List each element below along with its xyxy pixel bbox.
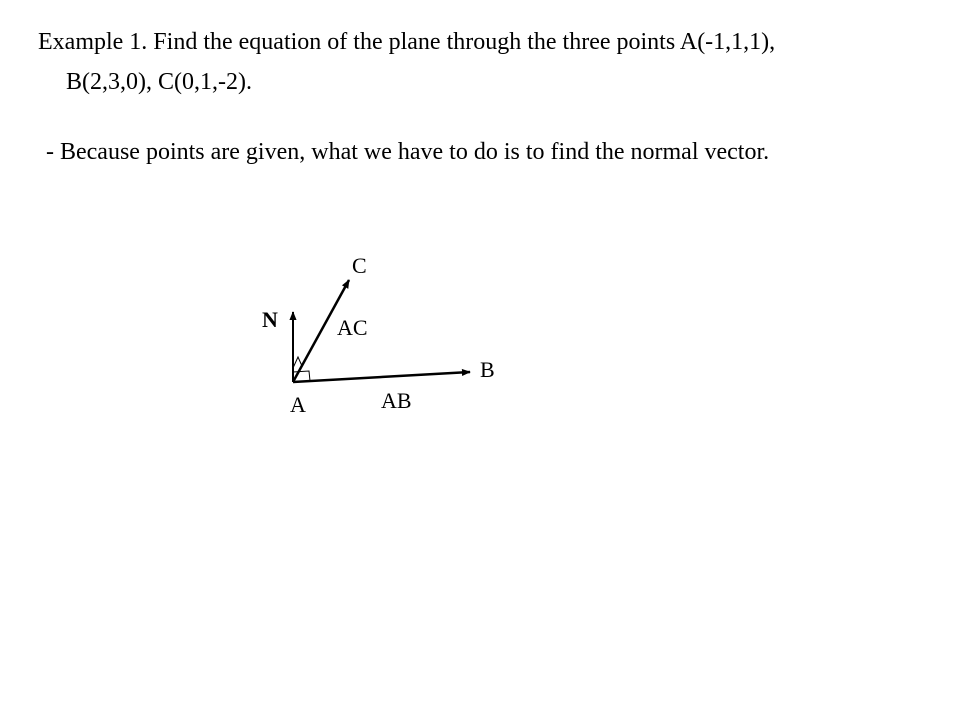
vector-ab-arrow <box>293 372 470 382</box>
label-ac: AC <box>337 315 368 340</box>
label-ab: AB <box>381 388 412 413</box>
normal-vector-note: - Because points are given, what we have to do is to find the normal vector. <box>46 139 770 165</box>
example-statement-line-2: B(2,3,0), C(0,1,-2). <box>66 69 252 95</box>
label-a: A <box>290 392 306 417</box>
label-c: C <box>352 253 367 278</box>
label-b: B <box>480 357 495 382</box>
label-n: N <box>262 307 278 332</box>
example-statement-line-1: Example 1. Find the equation of the plane through the three points A(-1,1,1), <box>38 29 776 55</box>
